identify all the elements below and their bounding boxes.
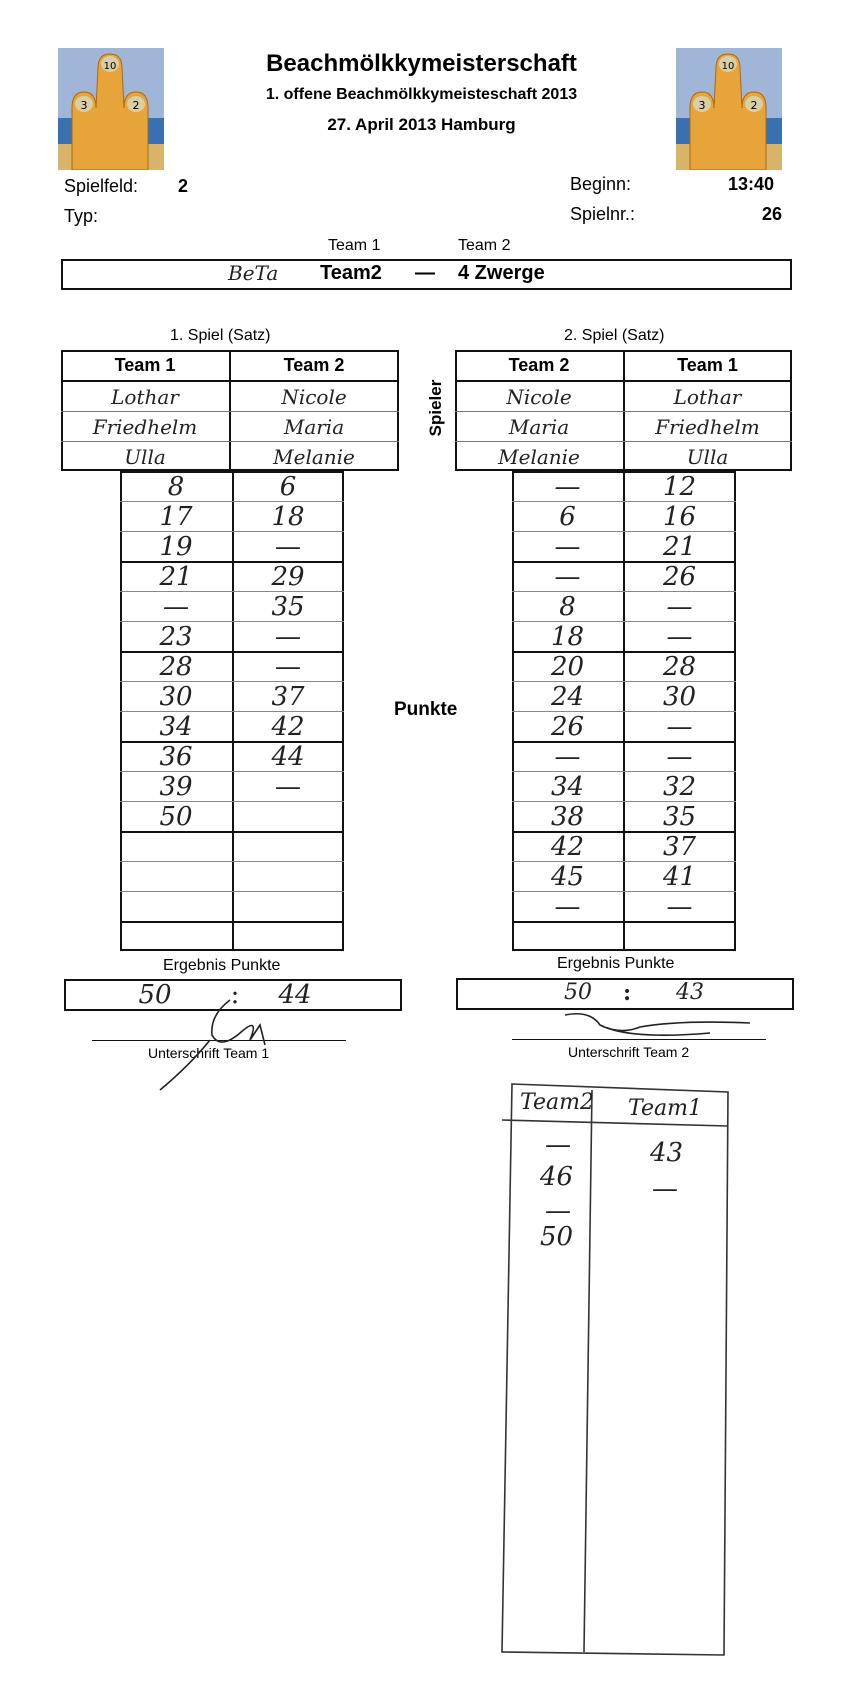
spieler-label: Spieler <box>426 379 445 437</box>
game1-score-right: 18 <box>271 502 305 532</box>
svg-text:10: 10 <box>103 61 117 72</box>
game1-score-right: — <box>275 772 301 802</box>
game1-result-right: 44 <box>278 980 312 1010</box>
signature-team1 <box>150 995 280 1095</box>
game1-player3-team1: Ulla <box>124 445 166 469</box>
game2-score-right: — <box>666 622 693 652</box>
game1-col2-header: Team 2 <box>283 355 345 375</box>
game2-player2-team2: Maria <box>508 415 570 439</box>
extra-cell-r1c1: — <box>545 1130 571 1160</box>
game2-score-right: 30 <box>662 682 697 712</box>
game1-score-left: 34 <box>159 712 193 742</box>
game2-player3-team2: Melanie <box>498 445 580 469</box>
game1-score-right <box>232 862 344 892</box>
game2-score-right: — <box>666 742 693 772</box>
punkte-label: Punkte <box>394 699 458 720</box>
game2-score-left <box>512 922 623 952</box>
signature-label-team1: Unterschrift Team 1 <box>148 1045 270 1061</box>
game1-score-right <box>232 892 344 922</box>
game1-result-caption: Ergebnis Punkte <box>163 957 281 974</box>
signature-label-team2: Unterschrift Team 2 <box>568 1044 690 1060</box>
game2-score-right: 12 <box>662 472 697 502</box>
spielnr-label: Spielnr.: <box>570 204 636 224</box>
game1-player1-team1: Lothar <box>111 385 179 409</box>
game1-score-right <box>232 802 344 832</box>
game2-score-right: 21 <box>662 532 697 562</box>
game2-score-right <box>623 922 736 952</box>
game1-score-left: 23 <box>159 622 193 652</box>
game2-player3-team1: Ulla <box>686 445 729 469</box>
signature-team2 <box>560 1005 760 1045</box>
extra-cell-r4c1: 50 <box>540 1222 574 1252</box>
game1-player3-team2: Melanie <box>273 445 355 469</box>
game1-result-sep: : <box>230 980 240 1010</box>
matchup-team1-label: Team 1 <box>328 237 381 254</box>
extra-cell-r1c2: 43 <box>650 1138 684 1168</box>
game2-score-right: — <box>666 892 693 922</box>
subtitle: 1. offene Beachmölkkymeisteschaft 2013 <box>265 86 578 103</box>
game2-score-left: — <box>554 892 581 922</box>
svg-text:3: 3 <box>698 99 706 112</box>
game2-result-left: 50 <box>564 980 592 1005</box>
game1-score-left: 50 <box>159 802 193 832</box>
extra-col2-header: Team1 <box>628 1096 702 1121</box>
game2-score-left: 45 <box>550 862 585 892</box>
extra-col1-header: Team2 <box>520 1090 594 1115</box>
game2-score-left: 34 <box>550 772 585 802</box>
matchup-team2-name: 4 Zwerge <box>458 262 545 284</box>
game2-score-left: 18 <box>550 622 585 652</box>
game2-score-right: 35 <box>662 802 697 832</box>
game2-player1-team1: Lothar <box>673 385 742 409</box>
game1-score-left: 8 <box>167 472 185 502</box>
game2-score-right: 37 <box>662 832 697 862</box>
game1-score-left: 17 <box>159 502 193 532</box>
game1-score-right: 42 <box>271 712 305 742</box>
game1-score-right: — <box>275 532 301 562</box>
svg-text:3: 3 <box>80 99 88 112</box>
spielnr-value: 26 <box>762 204 783 224</box>
game1-score-right: 35 <box>271 592 305 622</box>
game1-result-left: 50 <box>138 980 172 1010</box>
game2-score-left: — <box>554 742 581 772</box>
game2-player1-team2: Nicole <box>506 385 572 409</box>
svg-text:2: 2 <box>750 99 758 112</box>
game1-score-left <box>120 922 232 952</box>
game2-score-left: — <box>554 472 581 502</box>
game2-score-left: 6 <box>559 502 576 532</box>
page-title: Beachmölkkymeisterschaft <box>266 50 577 77</box>
game1-score-right: — <box>275 622 301 652</box>
game2-score-left: 38 <box>550 802 585 832</box>
game2-score-left: 20 <box>550 652 585 682</box>
game2-result-right: 43 <box>676 980 704 1005</box>
game2-score-left: — <box>554 562 581 592</box>
game2-score-right: — <box>666 592 693 622</box>
matchup-handwritten: BeTa <box>228 261 279 285</box>
game2-player2-team1: Friedhelm <box>655 415 760 439</box>
date-place: 27. April 2013 Hamburg <box>327 115 516 134</box>
matchup-team1-name: Team2 <box>320 262 382 284</box>
game2-score-right: 32 <box>662 772 697 802</box>
game1-player2-team2: Maria <box>283 415 345 439</box>
game2-caption: 2. Spiel (Satz) <box>564 327 665 344</box>
game2-score-left: 8 <box>559 592 576 622</box>
game1-player2-team1: Friedhelm <box>92 415 198 439</box>
game2-score-right: — <box>666 712 693 742</box>
extra-sheet <box>492 1080 732 1660</box>
game1-score-left: 21 <box>159 562 193 592</box>
game2-result-sep: : <box>622 980 632 1006</box>
matchup-team2-label: Team 2 <box>458 237 511 254</box>
game1-score-left: — <box>163 592 189 622</box>
game2-score-left: — <box>554 532 581 562</box>
game1-player1-team2: Nicole <box>281 385 347 409</box>
game1-score-right: — <box>275 652 301 682</box>
game1-col1-header: Team 1 <box>114 355 176 375</box>
game2-score-right: 28 <box>662 652 697 682</box>
game1-score-left: 36 <box>159 742 193 772</box>
game1-score-left <box>120 832 232 862</box>
typ-label: Typ: <box>64 206 99 226</box>
game2-score-left: 26 <box>550 712 585 742</box>
game1-caption: 1. Spiel (Satz) <box>170 327 271 344</box>
game1-score-left <box>120 862 232 892</box>
matchup-dash: — <box>415 262 435 284</box>
game1-score-right <box>232 922 344 952</box>
game1-score-left: 30 <box>159 682 193 712</box>
extra-cell-r2c1: 46 <box>540 1162 574 1192</box>
game2-result-caption: Ergebnis Punkte <box>557 955 675 972</box>
extra-cell-r3c1: — <box>545 1196 571 1226</box>
game1-score-left: 19 <box>159 532 193 562</box>
game1-score-left: 39 <box>159 772 193 802</box>
game1-score-left <box>120 892 232 922</box>
game2-score-left: 42 <box>550 832 585 862</box>
spielfeld-value: 2 <box>178 176 189 196</box>
svg-text:10: 10 <box>721 61 735 72</box>
game1-score-right: 37 <box>271 682 305 712</box>
beginn-value: 13:40 <box>728 174 775 194</box>
game2-col1-header: Team 2 <box>508 355 570 375</box>
game2-score-right: 41 <box>662 862 697 892</box>
spielfeld-label: Spielfeld: <box>64 176 139 196</box>
game1-score-right: 29 <box>271 562 305 592</box>
game2-col2-header: Team 1 <box>677 355 738 375</box>
game1-score-right: 6 <box>279 472 297 502</box>
beginn-label: Beginn: <box>570 174 632 194</box>
game2-score-right: 26 <box>662 562 697 592</box>
extra-cell-r2c2: — <box>652 1174 678 1204</box>
game2-score-left: 24 <box>550 682 585 712</box>
game2-score-right: 16 <box>662 502 697 532</box>
game1-score-left: 28 <box>159 652 193 682</box>
game1-score-right <box>232 832 344 862</box>
svg-text:2: 2 <box>132 99 140 112</box>
game1-score-right: 44 <box>271 742 305 772</box>
